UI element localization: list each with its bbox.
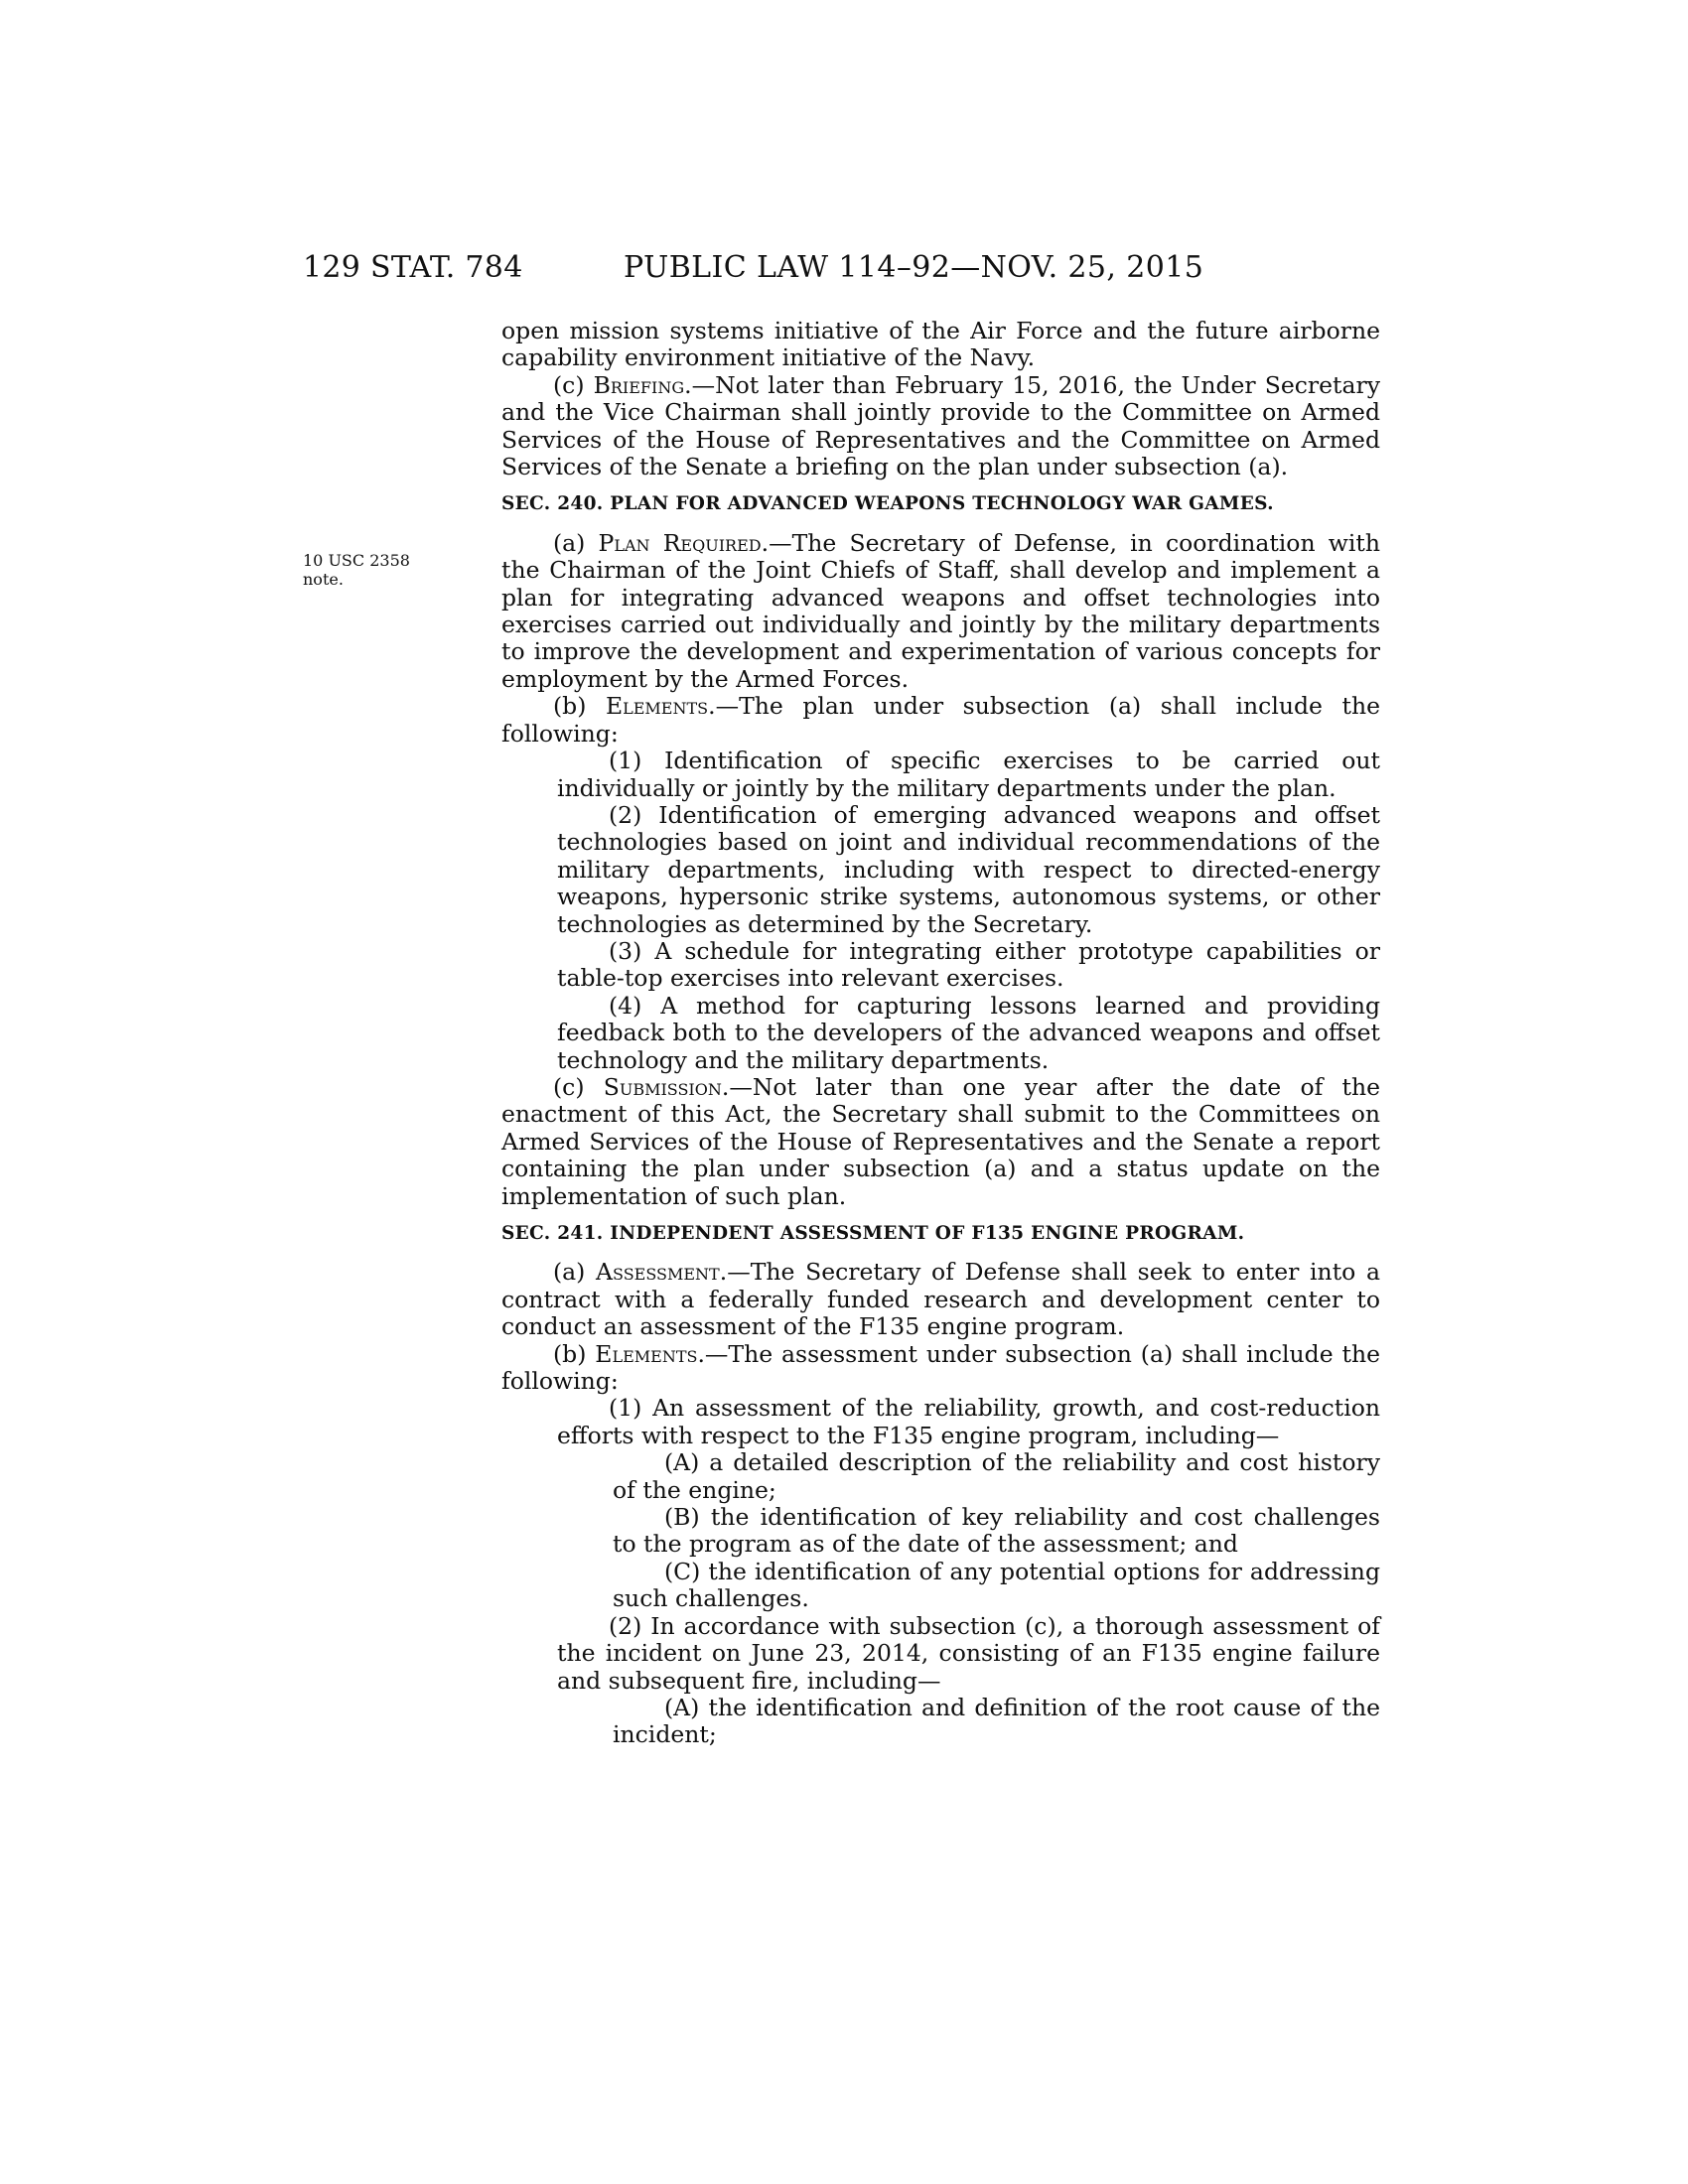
subsection-label: (b)	[553, 692, 606, 721]
subsection-heading: Elements	[605, 692, 709, 721]
subsection-label: (b)	[553, 1339, 596, 1368]
law-title: PUBLIC LAW 114–92—NOV. 25, 2015	[624, 250, 1204, 285]
stat-citation: 129 STAT. 784	[303, 250, 523, 285]
sub-list-item: (C) the identification of any potential options for addressing such challenges.	[613, 1557, 1380, 1613]
list-item: (1) Identification of specific exercises to be carried out individually or jointly by the military departments under the plan.	[557, 747, 1380, 802]
section-241-heading: SEC. 241. INDEPENDENT ASSESSMENT OF F135 ENGINE PROGRAM.	[501, 1223, 1245, 1244]
list-item: (4) A method for capturing lessons learned and providing feedback both to the developers of the advanced weapons and offset technology and the military departments.	[557, 991, 1380, 1074]
margin-note-citation: 10 USC 2358	[303, 551, 410, 570]
list-item: (3) A schedule for integrating either prototype capabilities or table-top exercises into relevant exercises.	[557, 936, 1380, 993]
sec241-subsection-b	[501, 1341, 1380, 1396]
subsection-heading: Assessment	[596, 1258, 720, 1287]
margin-note-label: note.	[303, 570, 344, 589]
subsection-c-briefing	[501, 372, 1380, 481]
sec241-subsection-a	[501, 1259, 1380, 1340]
subsection-text: .—The plan under subsection (a) shall include the following:	[501, 692, 1380, 748]
sec240-subsection-a	[501, 530, 1380, 693]
sec240-subsection-b	[501, 693, 1380, 748]
subsection-label: (c)	[553, 370, 594, 399]
subsection-label: (a)	[553, 528, 599, 557]
subsection-heading: Briefing	[593, 370, 685, 399]
continued-paragraph: open mission systems initiative of the Air Force and the future airborne capability environment initiative of the Navy.	[501, 317, 1380, 372]
section-240-heading: SEC. 240. PLAN FOR ADVANCED WEAPONS TECHNOLOGY WAR GAMES.	[501, 493, 1274, 515]
subsection-label: (a)	[553, 1258, 597, 1287]
subsection-heading: Elements	[595, 1339, 698, 1368]
list-item: (2) In accordance with subsection (c), a thorough assessment of the incident on June 23, 2014, consisting of an F135 engine failure and subsequent fire, including—	[557, 1611, 1380, 1695]
list-item: (1) An assessment of the reliability, growth, and cost-reduction efforts with respect to the F135 engine program, including—	[557, 1394, 1380, 1449]
subsection-text: .—Not later than one year after the date of the enactment of this Act, the Secretary shall submit to the Committees on Armed Services of the House of Representatives and the Senate a report containing the plan under subsection (a) and a status update on the implementation of such plan.	[501, 1072, 1381, 1210]
page-body	[501, 318, 1380, 1749]
subsection-heading: Submission	[603, 1072, 722, 1101]
subsection-label: (c)	[553, 1072, 604, 1101]
subsection-text: .—The Secretary of Defense shall seek to enter into a contract with a federally funded research and development center to conduct an assessment of the F135 engine program.	[501, 1258, 1380, 1341]
sub-list-item: (A) the identification and definition of the root cause of the incident;	[613, 1693, 1380, 1749]
subsection-text: .—Not later than February 15, 2016, the Under Secretary and the Vice Chairman shall jointly provide to the Committee on Armed Services of the House of Representatives and the Committee on Armed Services of the Senate a briefing on the plan under subsection (a).	[501, 370, 1381, 481]
sec240-subsection-c	[501, 1074, 1380, 1210]
margin-note	[303, 551, 462, 589]
subsection-text: .—The assessment under subsection (a) shall include the following:	[501, 1339, 1380, 1396]
sub-list-item: (A) a detailed description of the reliability and cost history of the engine;	[613, 1448, 1380, 1504]
list-item: (2) Identification of emerging advanced weapons and offset technologies based on joint and individual recommendations of the military departments, including with respect to directed-energy weapons, hypersonic strike systems, autonomous systems, or other technologies as determined by the Secretary.	[557, 800, 1380, 938]
subsection-heading: Plan Required	[598, 528, 762, 557]
running-header	[303, 250, 1380, 290]
sub-list-item: (B) the identification of key reliability and cost challenges to the program as of the date of the assessment; and	[613, 1503, 1380, 1559]
subsection-text: .—The Secretary of Defense, in coordination with the Chairman of the Joint Chiefs of Staff, shall develop and implement a plan for integrating advanced weapons and offset technologies into exercises carried out individually and jointly by the military departments to improve the development and experimentation of various concepts for employment by the Armed Forces.	[501, 528, 1380, 693]
